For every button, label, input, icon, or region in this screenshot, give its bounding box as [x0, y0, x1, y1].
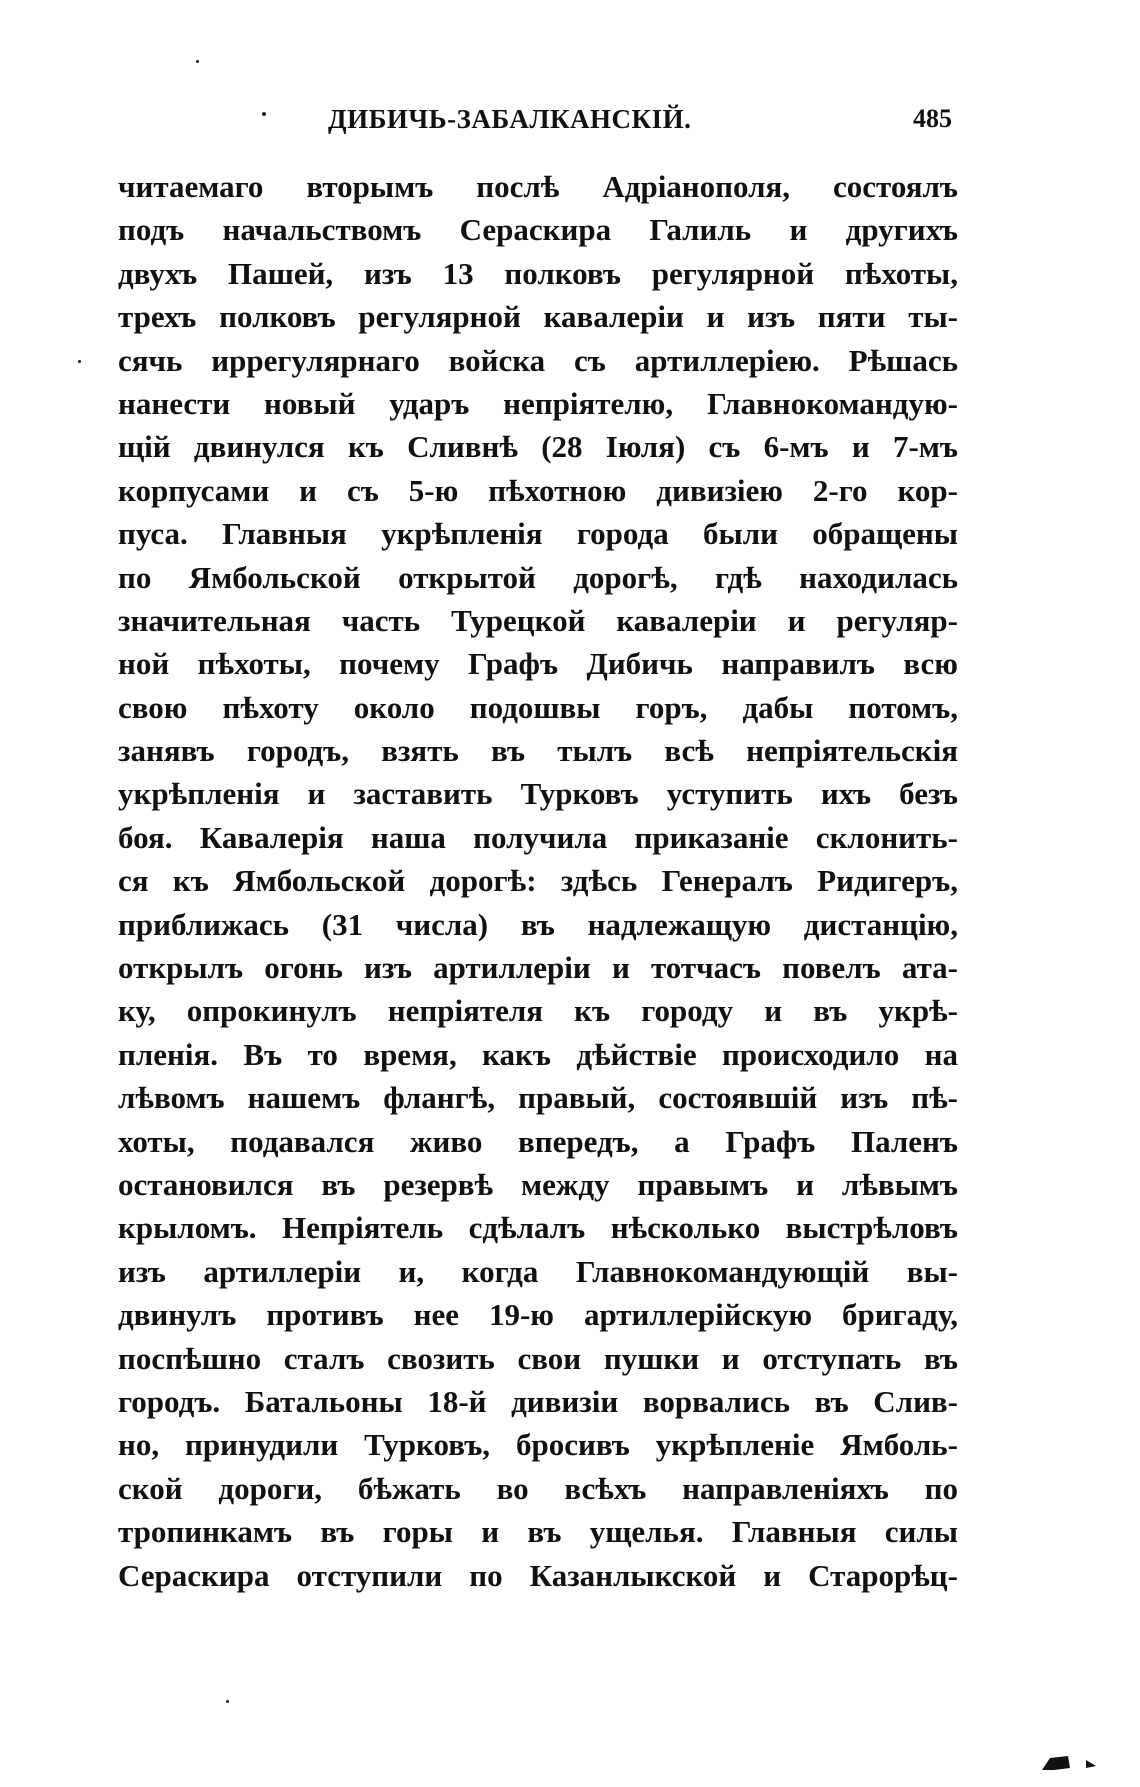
- scan-speck: [262, 112, 266, 116]
- text-line: корпусами и съ 5-ю пѣхотною дивизіею 2-го кор-: [118, 472, 958, 508]
- text-line: ной пѣхоты, почему Графъ Дибичь направилъ всю: [118, 646, 958, 682]
- scan-speck: [196, 60, 199, 63]
- text-line: городъ. Батальоны 18-й дивизіи ворвались въ Слив-: [118, 1383, 958, 1419]
- running-head: [118, 98, 958, 146]
- text-line: поспѣшно сталъ свозить свои пушки и отступать въ: [118, 1340, 958, 1376]
- text-line: приближась (31 числа) въ надлежащую дистанцію,: [118, 906, 958, 942]
- text-line: открылъ огонь изъ артиллеріи и тотчасъ повелъ ата-: [118, 950, 958, 986]
- text-line: ку, опрокинулъ непріятеля къ городу и въ укрѣ-: [118, 993, 958, 1029]
- page-number: 485: [913, 104, 952, 133]
- text-line: укрѣпленія и заставить Турковъ уступить ихъ безъ: [118, 776, 958, 812]
- text-line: ской дороги, бѣжать во всѣхъ направленіяхъ по: [118, 1470, 958, 1506]
- body-text: [118, 165, 958, 1597]
- text-line: сячь иррегулярнаго войска съ артиллеріею. Рѣшась: [118, 342, 958, 378]
- text-line: нанести новый ударъ непріятелю, Главнокомандую-: [118, 385, 958, 421]
- text-line: хоты, подавался живо впередъ, а Графъ Паленъ: [118, 1123, 958, 1159]
- text-line: щій двинулся къ Сливнѣ (28 Іюля) съ 6-мъ и 7-мъ: [118, 429, 958, 465]
- text-line: по Ямбольской открытой дорогѣ, гдѣ находилась: [118, 559, 958, 595]
- text-line: свою пѣхоту около подошвы горъ, дабы потомъ,: [118, 689, 958, 725]
- text-line: пленія. Въ то время, какъ дѣйствіе происходило на: [118, 1036, 958, 1072]
- text-line: двухъ Пашей, изъ 13 полковъ регулярной пѣхоты,: [118, 255, 958, 291]
- text-line: читаемаго вторымъ послѣ Адріанополя, состоялъ: [118, 169, 958, 204]
- text-line: изъ артиллеріи и, когда Главнокомандующій вы-: [118, 1253, 958, 1289]
- scan-speck: [226, 1700, 229, 1703]
- text-line: значительная часть Турецкой кавалеріи и регуляр-: [118, 602, 958, 638]
- text-line: лѣвомъ нашемъ флангѣ, правый, состоявшій изъ пѣ-: [118, 1080, 958, 1116]
- scan-speck: [78, 360, 81, 363]
- text-line: тропинкамъ въ горы и въ ущелья. Главныя силы: [118, 1514, 958, 1550]
- text-line: Сераскира отступили по Казанлыкской и Старорѣц-: [118, 1557, 958, 1593]
- text-line: занявъ городъ, взять въ тылъ всѣ непріятельскія: [118, 733, 958, 769]
- text-line: двинулъ противъ нее 19-ю артиллерійскую бригаду,: [118, 1297, 958, 1333]
- text-line: боя. Кавалерія наша получила приказаніе склонить-: [118, 819, 958, 855]
- text-line: крыломъ. Непріятель сдѣлалъ нѣсколько выстрѣловъ: [118, 1210, 958, 1246]
- text-line: ся къ Ямбольской дорогѣ: здѣсь Генералъ Ридигеръ,: [118, 863, 958, 899]
- text-line: но, принудили Турковъ, бросивъ укрѣпленіе Ямболь-: [118, 1427, 958, 1463]
- text-line: остановился въ резервѣ между правымъ и лѣвымъ: [118, 1166, 958, 1202]
- text-line: трехъ полковъ регулярной кавалеріи и изъ пяти ты-: [118, 299, 958, 335]
- running-title: ДИБИЧЬ-ЗАБАЛКАНСКІЙ.: [328, 104, 692, 134]
- text-line: пуса. Главныя укрѣпленія города были обращены: [118, 516, 958, 552]
- scan-mark-icon: [1040, 1752, 1100, 1772]
- text-line: подъ начальствомъ Сераскира Галиль и другихъ: [118, 212, 958, 248]
